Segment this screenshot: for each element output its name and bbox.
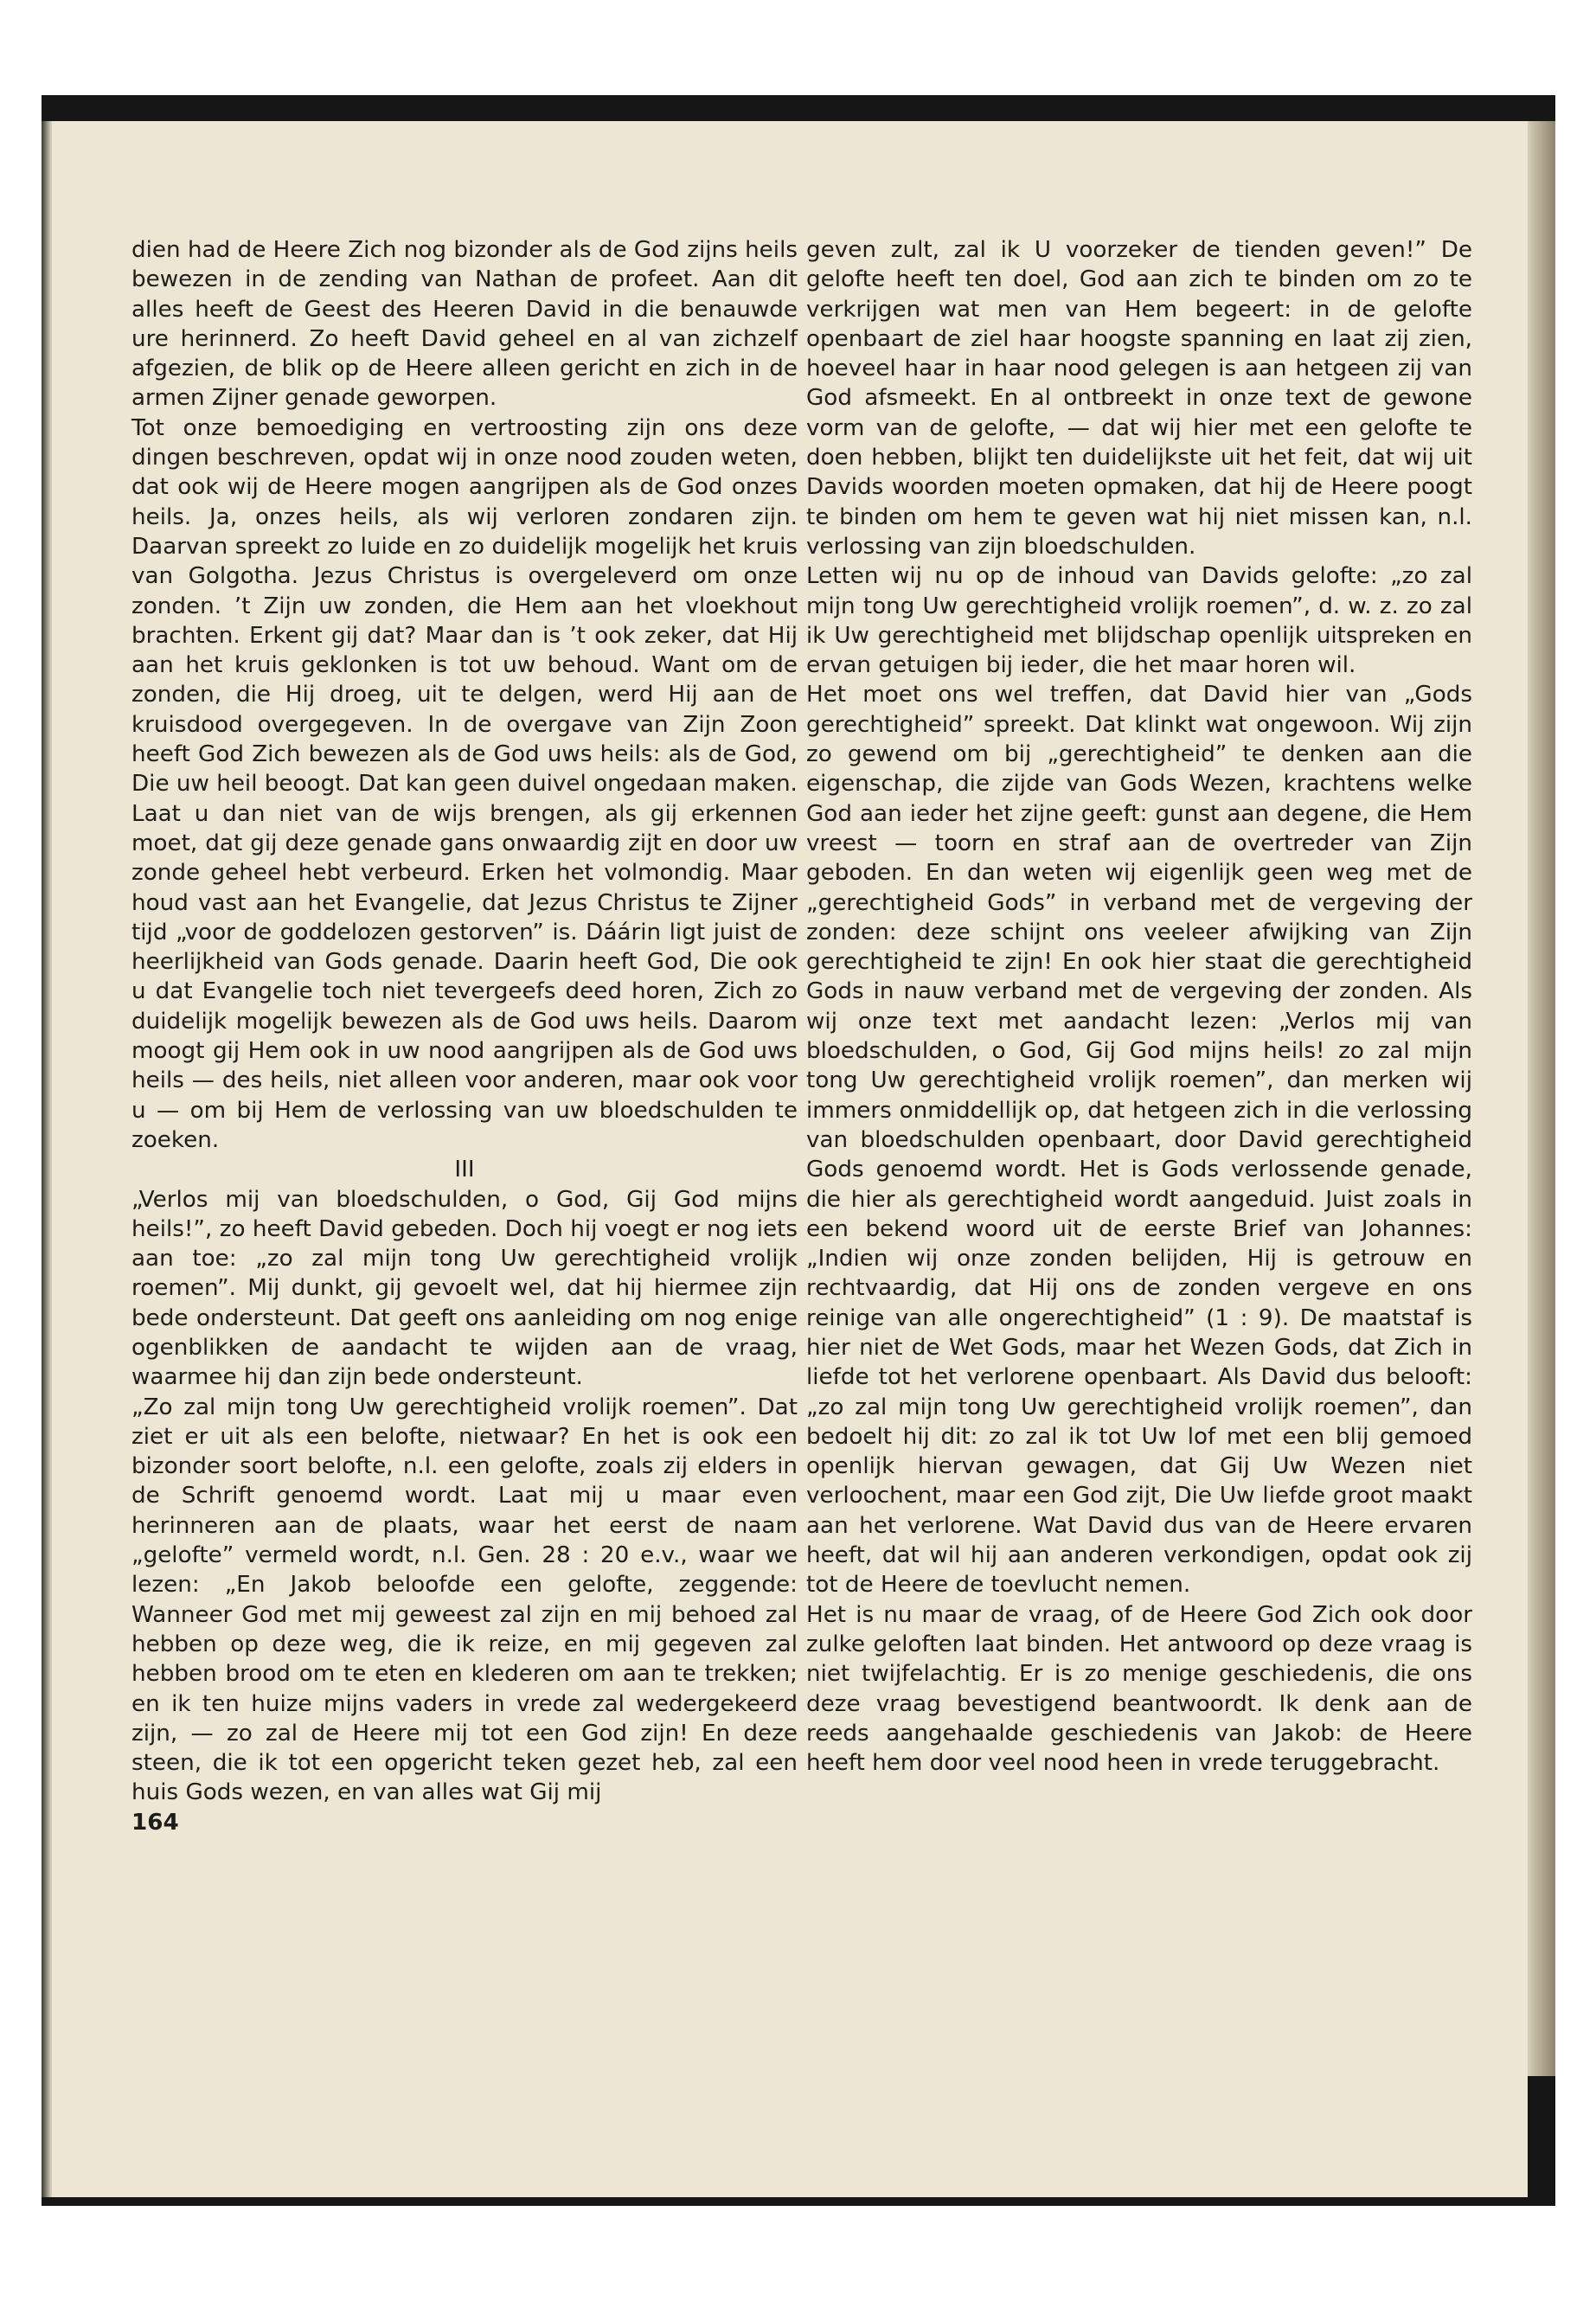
paragraph: Het is nu maar de vraag, of de Heere God Zich ook door zulke geloften laat binden. Het antwoord op deze vraag is niet twijfelachtig. Er is zo menige geschiedenis, die ons deze vraag bevestigend beantwoordt. Ik denk aan de reeds aangehaalde geschiedenis van Jakob: de Heere heeft hem door veel nood heen in vrede teruggebracht. xyxy=(806,1601,1472,1777)
left-column xyxy=(131,235,798,1837)
right-column xyxy=(806,235,1472,1778)
page-number: 164 xyxy=(131,1809,179,1836)
book-page xyxy=(52,121,1528,2197)
paragraph: dien had de Heere Zich nog bizonder als de God zijns heils bewezen in de zending van Nathan de profeet. Aan dit alles heeft de Geest des Heeren David in die benauwde ure herinnerd. Zo heeft David geheel en al van zichzelf afgezien, de blik op de Heere alleen gericht en zich in de armen Zijner genade geworpen. xyxy=(131,237,798,412)
paragraph: geven zult, zal ik U voorzeker de tienden geven!” De gelofte heeft ten doel, God aan zich te binden om zo te verkrijgen wat men van Hem begeert: in de gelofte openbaart de ziel haar hoogste spanning en laat zij zien, hoeveel haar in haar nood gelegen is aan hetgeen zij van God afsmeekt. En al ontbreekt in onze text de gewone vorm van de gelofte, — dat wij hier met een gelofte te doen hebben, blijkt ten duidelijkste uit het feit, dat wij uit Davids woorden moeten opmaken, dat hij de Heere poogt te binden om hem te geven wat hij niet missen kan, n.l. verlossing van zijn bloedschulden. xyxy=(806,237,1472,560)
section-heading: III xyxy=(454,1157,475,1183)
paragraph: Laat u dan niet van de wijs brengen, als gij erkennen moet, dat gij deze genade gans onwaardig zijt en door uw zonde geheel hebt verbeurd. Erken het volmondig. Maar houd vast aan het Evangelie, dat Jezus Christus te Zijner tijd „voor de goddelozen gestorven” is. Dáárin ligt juist de heerlijkheid van Gods genade. Daarin heeft God, Die ook u dat Evangelie toch niet tevergeefs deed horen, Zich zo duidelijk mogelijk bewezen als de God uws heils. Daarom moogt gij Hem ook in uw nood aangrijpen als de God uws heils — des heils, niet alleen voor anderen, maar ook voor u — om bij Hem de verlossing van uw bloedschulden te zoeken. xyxy=(131,800,798,1153)
paragraph: „Verlos mij van bloedschulden, o God, Gij God mijns heils!”, zo heeft David gebeden. Doch hij voegt er nog iets aan toe: „zo zal mijn tong Uw gerechtigheid vrolijk roemen”. Mij dunkt, gij gevoelt wel, dat hij hiermee zijn bede ondersteunt. Dat geeft ons aanleiding om nog enige ogenblikken de aandacht te wijden aan de vraag, waarmee hij dan zijn bede ondersteunt. xyxy=(131,1186,798,1391)
paragraph: Tot onze bemoediging en vertroosting zijn ons deze dingen beschreven, opdat wij in onze nood zouden weten, dat ook wij de Heere mogen aangrijpen als de God onzes heils. Ja, onzes heils, als wij verloren zondaren zijn. Daarvan spreekt zo luide en zo duidelijk mogelijk het kruis van Golgotha. Jezus Christus is overgeleverd om onze zonden. ’t Zijn uw zonden, die Hem aan het vloekhout brachten. Erkent gij dat? Maar dan is ’t ook zeker, dat Hij aan het kruis geklonken is tot uw behoud. Want om de zonden, die Hij droeg, uit te delgen, werd Hij aan de kruisdood overgegeven. In de overgave van Zijn Zoon heeft God Zich bewezen als de God uws heils: als de God, Die uw heil beoogt. Dat kan geen duivel ongedaan maken. xyxy=(131,414,798,798)
paragraph: Letten wij nu op de inhoud van Davids gelofte: „zo zal mijn tong Uw gerechtigheid vrolijk roemen”, d. w. z. zo zal ik Uw gerechtigheid met blijdschap openlijk uitspreken en ervan getuigen bij ieder, die het maar horen wil. xyxy=(806,563,1472,679)
paragraph: „Zo zal mijn tong Uw gerechtigheid vrolijk roemen”. Dat ziet er uit als een belofte, nietwaar? En het is ook een bizonder soort belofte, n.l. een gelofte, zoals zij elders in de Schrift genoemd wordt. Laat mij u maar even herinneren aan de plaats, waar het eerst de naam „gelofte” vermeld wordt, n.l. Gen. 28 : 20 e.v., waar we lezen: „En Jakob beloofde een gelofte, zeggende: Wanneer God met mij geweest zal zijn en mij behoed zal hebben op deze weg, die ik reize, en mij gegeven zal hebben brood om te eten en klederen om aan te trekken; en ik ten huize mijns vaders in vrede zal wedergekeerd zijn, — zo zal de Heere mij tot een God zijn! En deze steen, die ik tot een opgericht teken gezet heb, zal een huis Gods wezen, en van alles wat Gij mij xyxy=(131,1394,798,1806)
page-edge-right xyxy=(1524,121,1555,2076)
paragraph: Het moet ons wel treffen, dat David hier van „Gods gerechtigheid” spreekt. Dat klinkt wat ongewoon. Wij zijn zo gewend om bij „gerechtigheid” te denken aan die eigenschap, die zijde van Gods Wezen, krachtens welke God aan ieder het zijne geeft: gunst aan degene, die Hem vreest — toorn en straf aan de overtreder van Zijn geboden. En dan weten wij eigenlijk geen weg met de „gerechtigheid Gods” in verband met de vergeving der zonden: deze schijnt ons veeleer afwijking van Zijn gerechtigheid te zijn! En ook hier staat die gerechtigheid Gods in nauw verband met de vergeving der zonden. Als wij onze text met aandacht lezen: „Verlos mij van bloedschulden, o God, Gij God mijns heils! zo zal mijn tong Uw gerechtigheid vrolijk roemen”, dan merken wij immers onmiddellijk op, dat hetgeen zich in die verlossing van bloedschulden openbaart, door David gerechtigheid Gods genoemd wordt. Het is Gods verlossende genade, die hier als gerechtigheid wordt aangeduid. Juist zoals in een bekend woord uit de eerste Brief van Johannes: „Indien wij onze zonden belijden, Hij is getrouw en rechtvaardig, dat Hij ons de zonden vergeve en ons reinige van alle ongerechtigheid” (1 : 9). De maatstaf is hier niet de Wet Gods, maar het Wezen Gods, dat Zich in liefde tot het verlorene openbaart. Als David dus belooft: „zo zal mijn tong Uw gerechtigheid vrolijk roemen”, dan bedoelt hij dit: zo zal ik tot Uw lof met een blij gemoed openlijk hiervan gewagen, dat Gij Uw Wezen niet verloochent, maar een God zijt, Die Uw liefde groot maakt aan het verlorene. Wat David dus van de Heere ervaren heeft, dat wil hij aan anderen verkondigen, opdat ook zij tot de Heere de toevlucht nemen. xyxy=(806,682,1472,1599)
